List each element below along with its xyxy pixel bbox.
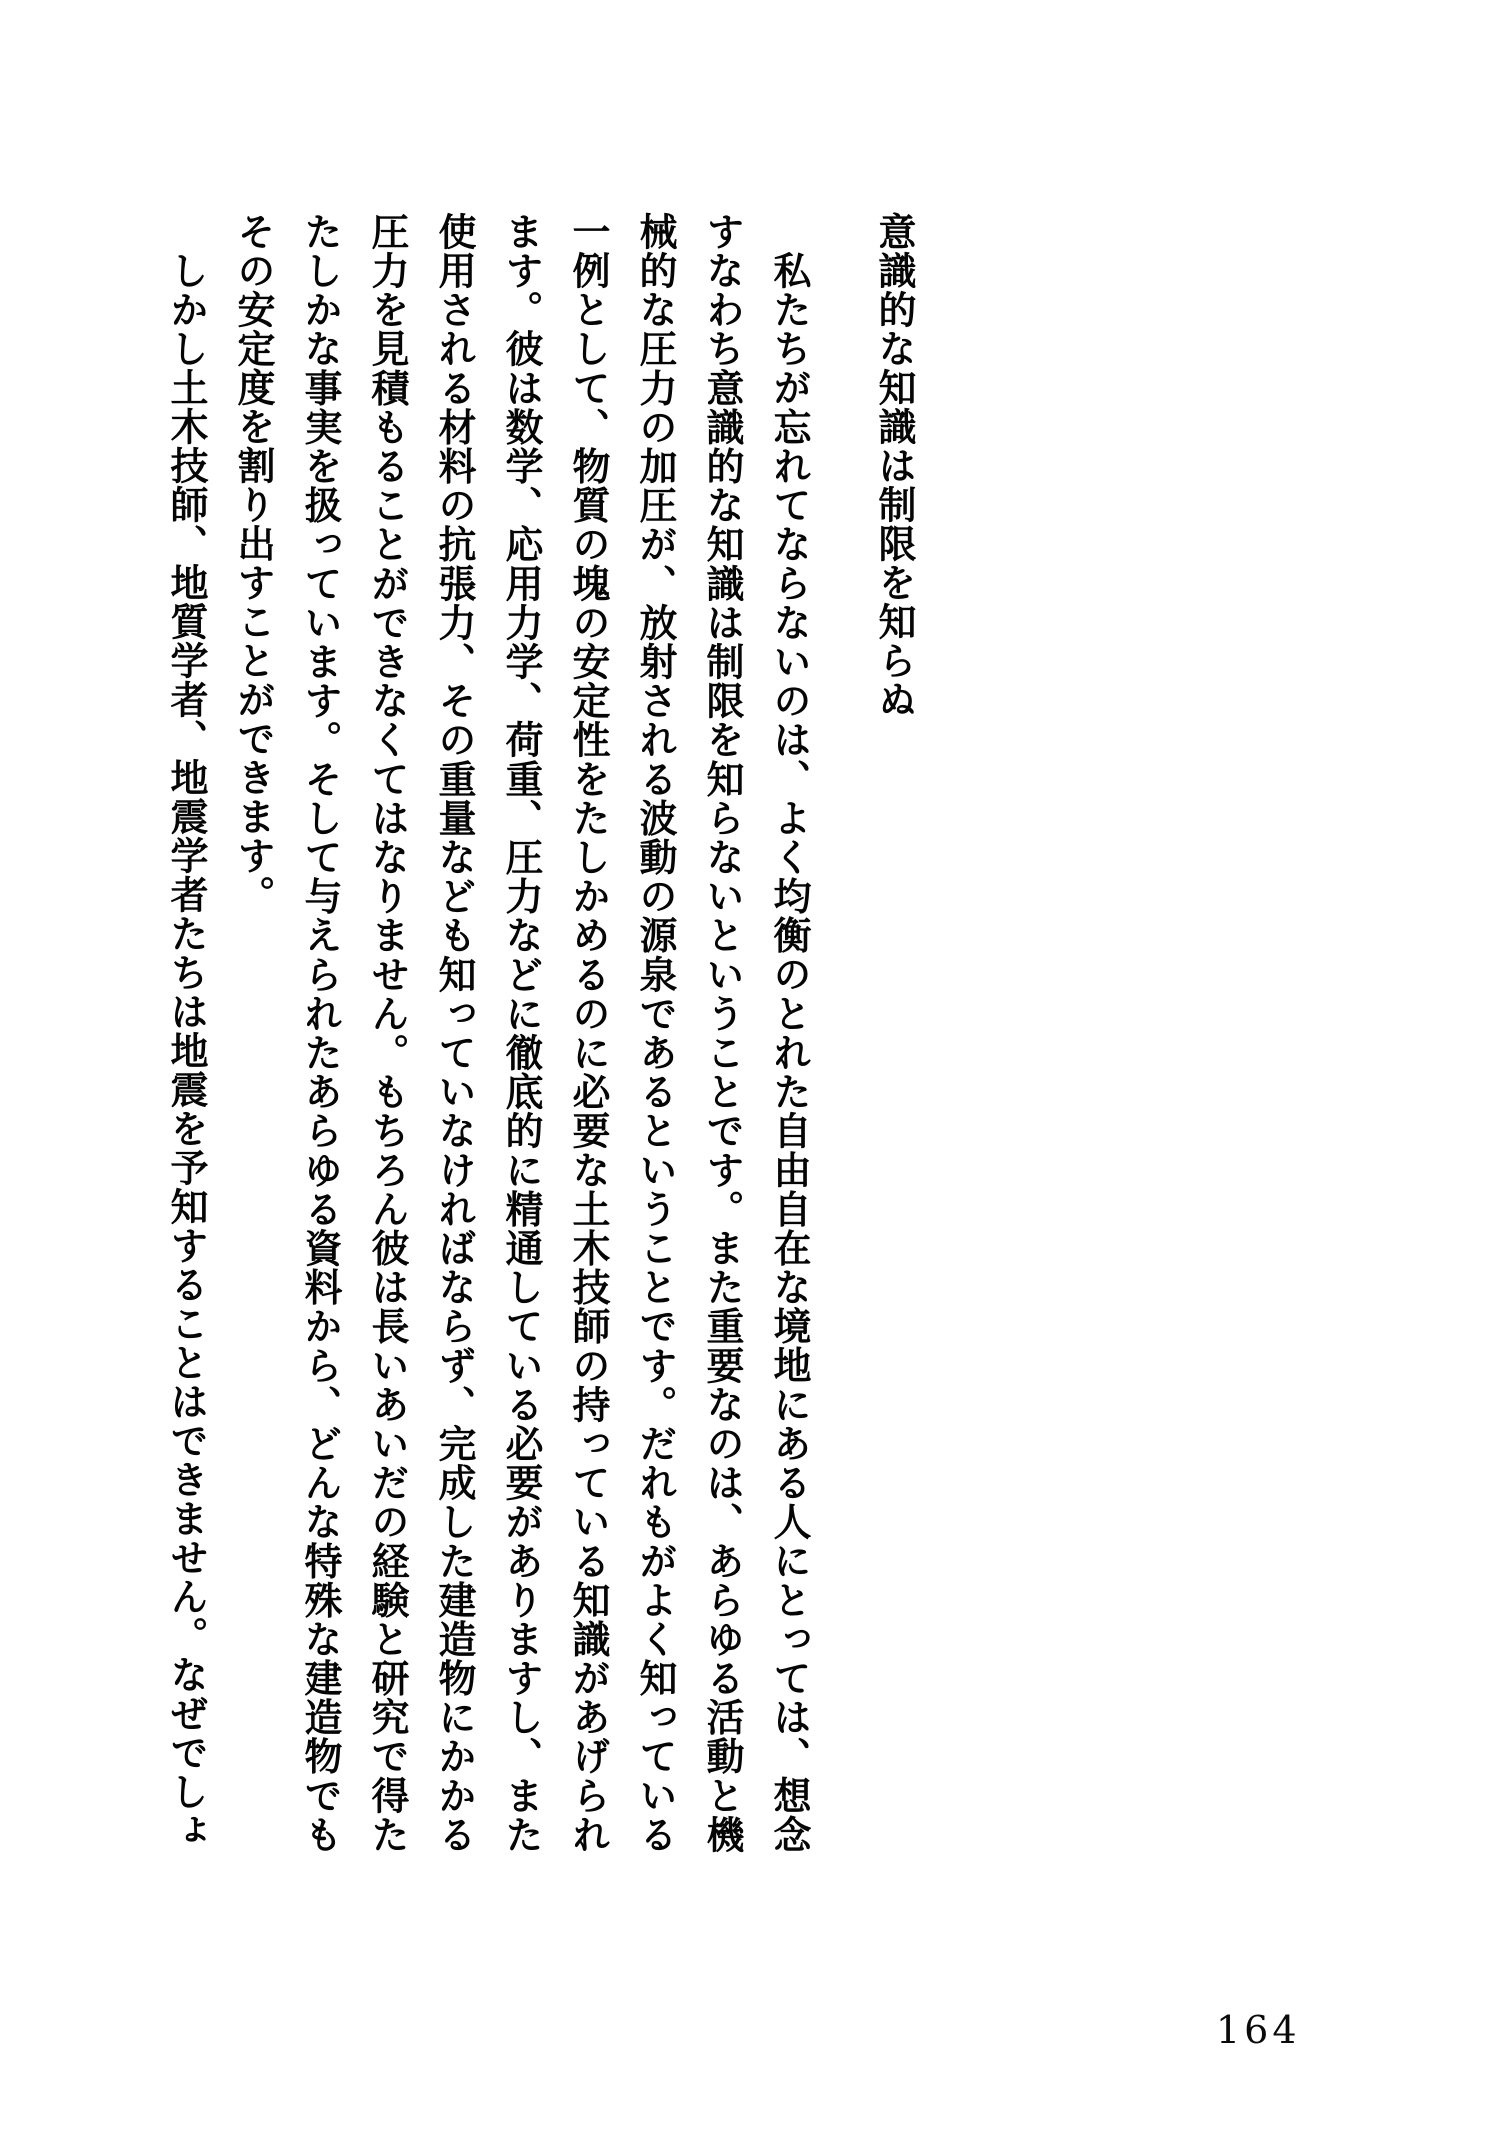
paragraph-1: 私たちが忘れてならないのは、よく均衡のとれた自由自在な境地にある人にとっては、想念すなわち意識的な知識は制限を知らないということです。また重要なのは、あらゆる活動と機械的な圧力の加圧が、放射される波動の源泉であるということです。だれもがよく知っている一例として、物質の塊の安定性をたしかめるのに必要な土木技師の持っている知識があげられます。彼は数学、応用力学、荷重、圧力などに徹底的に精通している必要がありますし、また使用される材料の抗張力、その重量なども知っていなければならず、完成した建造物にかかる圧力を見積もることができなくてはなりません。もちろん彼は長いあいだの経験と研究で得たたしかな事実を扱っています。そして与えられたあらゆる資料から、どんな特殊な建造物でもその安定度を割り出すことができます。: [231, 212, 812, 1854]
paragraph-2: しかし土木技師、地質学者、地震学者たちは地震を予知することはできません。なぜでしょ: [164, 251, 209, 1850]
vertical-text-block: [153, 212, 928, 1854]
section-heading: 意識的な知識は制限を知らぬ: [872, 212, 917, 719]
page-number: 164: [1216, 2008, 1301, 2052]
